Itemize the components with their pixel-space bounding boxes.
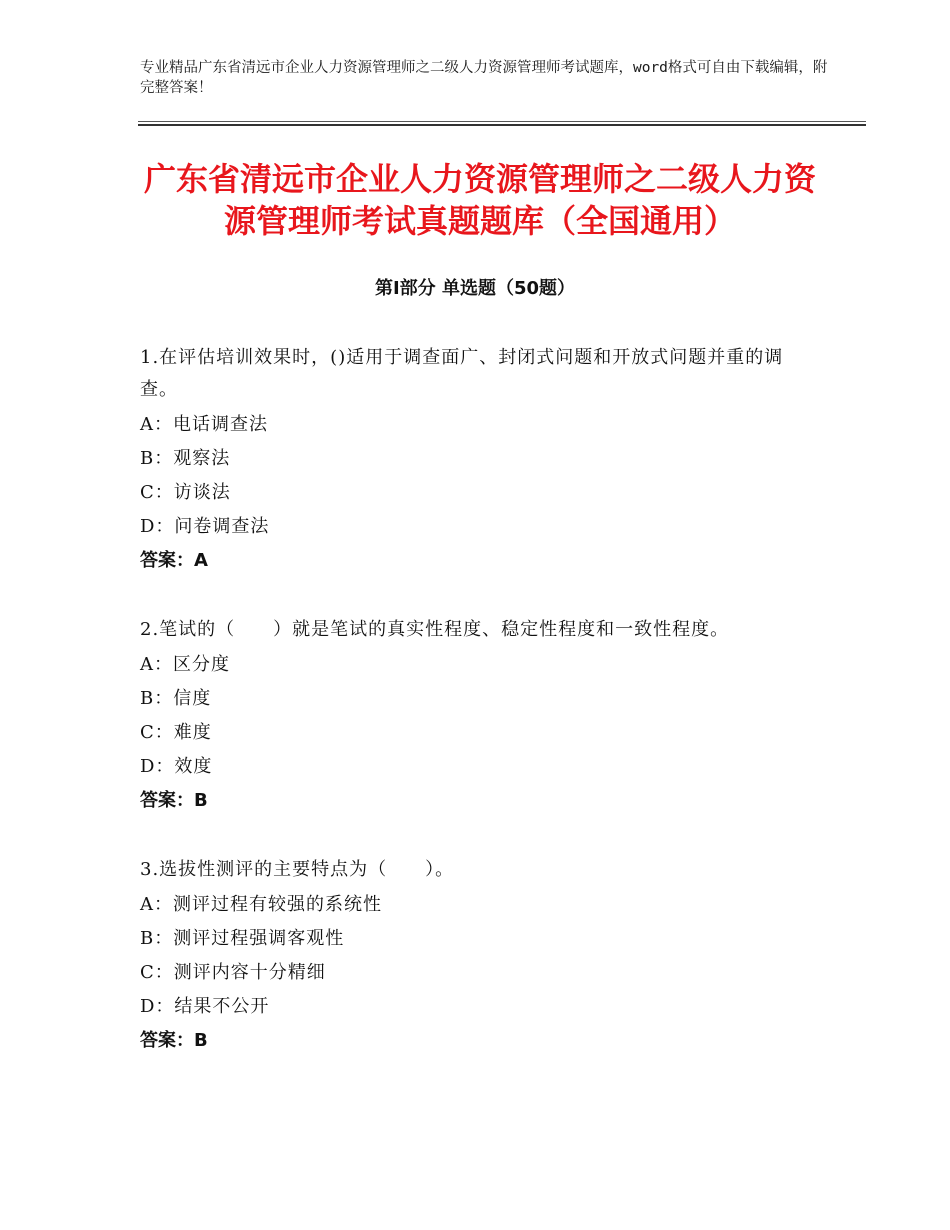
- header-note: 专业精品广东省清远市企业人力资源管理师之二级人力资源管理师考试题库，word格式可自由下载编辑，附完整答案！: [140, 60, 828, 96]
- question-2: [140, 614, 810, 818]
- option-b: B：观察法: [140, 448, 231, 469]
- question-stem: 2.笔试的（ ）就是笔试的真实性程度、稳定性程度和一致性程度。: [140, 619, 730, 640]
- answer-label: 答案：B: [140, 1030, 208, 1051]
- option-d: D：结果不公开: [140, 996, 270, 1017]
- answer-label: 答案：B: [140, 790, 208, 811]
- option-a: A：区分度: [140, 654, 230, 675]
- option-b: B：信度: [140, 688, 212, 709]
- question-1: [140, 342, 810, 578]
- option-b: B：测评过程强调客观性: [140, 928, 345, 949]
- question-stem: 3.选拔性测评的主要特点为（ ）。: [140, 859, 455, 880]
- section-title: 第Ⅰ部分 单选题（50题）: [374, 278, 575, 299]
- option-a: A：电话调查法: [140, 414, 268, 435]
- option-d: D：效度: [140, 756, 213, 777]
- answer-label: 答案：A: [140, 550, 208, 571]
- question-list: [140, 342, 810, 1058]
- option-a: A：测评过程有较强的系统性: [140, 894, 382, 915]
- document-title: 广东省清远市企业人力资源管理师之二级人力资源管理师考试真题题库（全国通用）: [143, 160, 816, 240]
- question-stem: 1.在评估培训效果时，()适用于调查面广、封闭式问题和开放式问题并重的调查。: [140, 347, 784, 400]
- option-c: C：测评内容十分精细: [140, 962, 326, 983]
- option-c: C：访谈法: [140, 482, 231, 503]
- option-c: C：难度: [140, 722, 212, 743]
- option-d: D：问卷调查法: [140, 516, 270, 537]
- question-3: [140, 854, 810, 1058]
- header-divider: [138, 121, 866, 126]
